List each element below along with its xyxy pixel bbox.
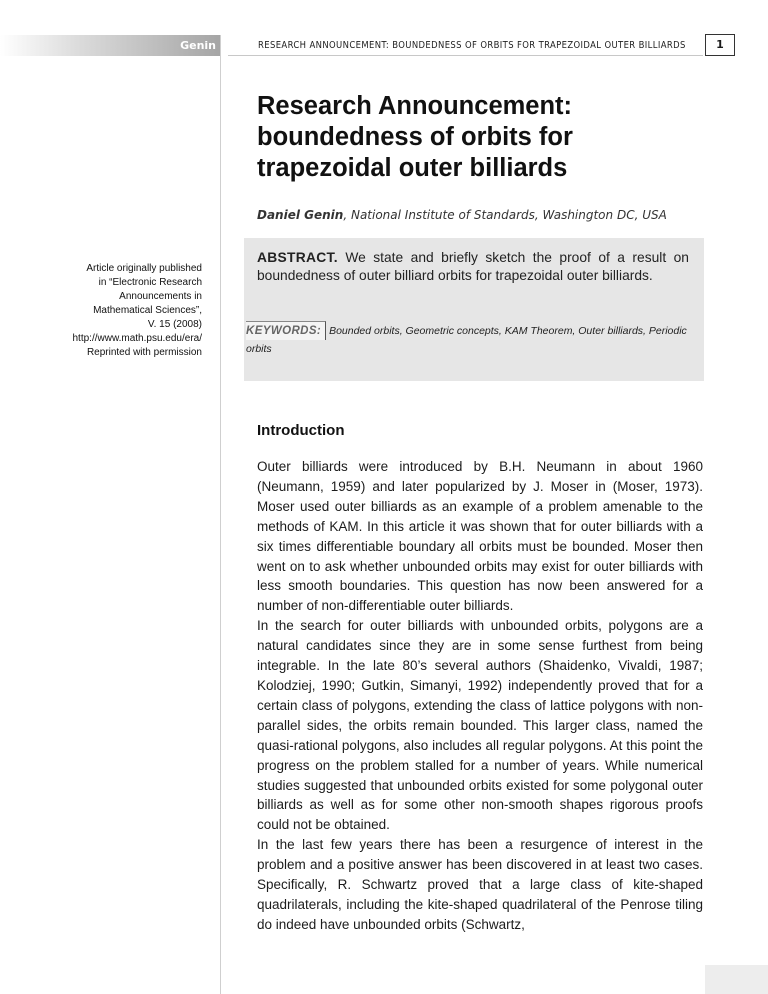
running-title: RESEARCH ANNOUNCEMENT: BOUNDEDNESS OF ORBITS FOR TRAPEZOIDAL OUTER BILLIARDS — [258, 40, 686, 51]
body-paragraph: In the search for outer billiards with unbounded orbits, polygons are a natural candidates since they are in some sense furthest from being integrable. In the late 80’s several authors (Shaidenko, Vivaldi, 1987; Kolodziej, 1990; Gutkin, Simanyi, 1992) independently proved that for a certain class of polygons, extending the class of lattice polygons with non-parallel sides, the orbits remain bounded. This larger class, named the quasi-rational polygons, also includes all regular polygons. At this point the progress on the problem stalled for a number of years. While numerical studies suggested that unbounded orbits existed for some polygonal outer billiards as well as for some other non-smooth shapes rigorous proofs could not be obtained. — [257, 618, 703, 833]
sidenote-line: in “Electronic Research — [98, 277, 202, 288]
publication-sidenote — [0, 262, 202, 360]
abstract-heading: ABSTRACT. — [257, 250, 338, 265]
introduction-body — [257, 457, 703, 935]
header-divider — [228, 55, 703, 56]
author-line — [257, 208, 667, 222]
corner-decoration — [705, 965, 768, 994]
section-heading-introduction: Introduction — [257, 422, 345, 439]
body-paragraph: In the last few years there has been a resurgence of interest in the problem and a positive answer has been discovered in at least two cases. Specifically, R. Schwartz proved that a large class of kite-shaped quadrilaterals, including the kite-shaped quadrilateral of the Penrose tiling do indeed have unbounded orbits (Schwartz, — [257, 837, 703, 932]
header-author-name: Genin — [180, 39, 216, 52]
abstract-paragraph — [257, 249, 689, 285]
sidenote-line: Article originally published — [86, 263, 202, 274]
body-paragraph: Outer billiards were introduced by B.H. Neumann in about 1960 (Neumann, 1959) and later popularized by J. Moser in (Moser, 1973). Moser used outer billiards as an example of a problem amenable to the methods of KAM. In this article it was shown that for outer billiards with a six times differentiable boundary all orbits must be bounded. Moser then went on to ask whether unbounded orbits may exist for outer billiards with less smooth boundaries. This question has now been answered for a number of non-differentiable outer billiards. — [257, 459, 703, 614]
sidenote-line: Reprinted with permission — [86, 347, 202, 358]
keywords-row — [246, 321, 701, 358]
keywords-text: Bounded orbits, Geometric concepts, KAM Theorem, Outer billiards, Periodic orbits — [246, 325, 687, 355]
sidenote-line: V. 15 (2008) — [147, 319, 202, 330]
author-name: Daniel Genin — [257, 208, 344, 222]
article-title: Research Announcement: boundedness of orbits for trapezoidal outer billiards — [257, 92, 573, 182]
margin-divider — [220, 35, 221, 994]
abstract-box — [244, 238, 704, 381]
header-author-tab — [0, 35, 220, 56]
sidenote-line: Mathematical Sciences”, — [93, 305, 202, 316]
abstract-text: We state and briefly sketch the proof of a result on boundedness of outer billiard orbits for trapezoidal outer billiards. — [257, 250, 689, 283]
author-affiliation: , National Institute of Standards, Washington DC, USA — [343, 208, 667, 222]
sidenote-line: Announcements in — [119, 291, 202, 302]
sidenote-link[interactable]: http://www.math.psu.edu/era/ — [72, 333, 202, 344]
page-number: 1 — [705, 34, 735, 56]
keywords-label: KEYWORDS: — [246, 321, 326, 340]
